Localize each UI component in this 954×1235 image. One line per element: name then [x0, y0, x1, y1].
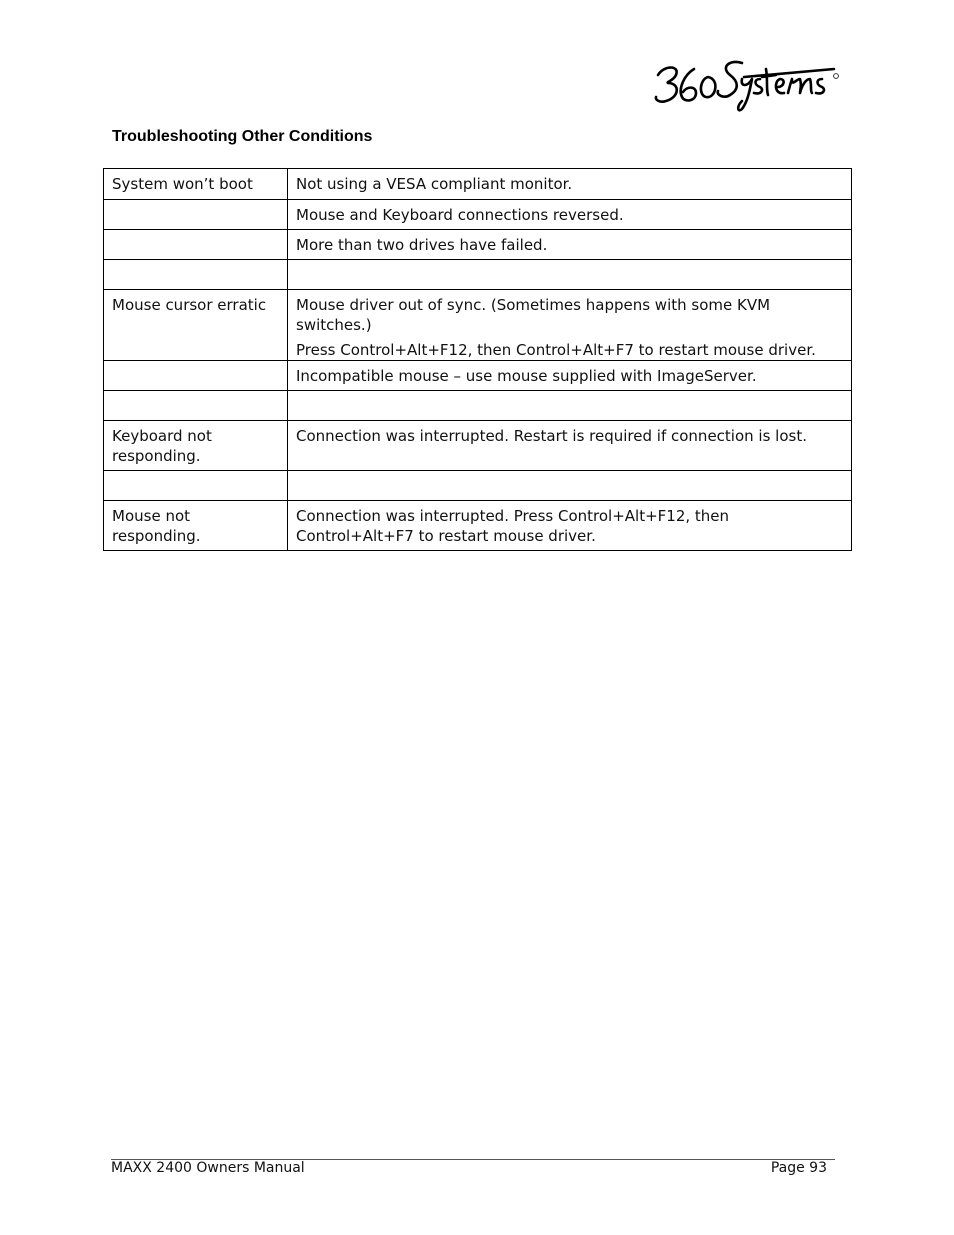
condition-cell: Mouse cursor erratic	[104, 290, 288, 361]
table-row	[104, 471, 852, 501]
condition-cell	[104, 200, 288, 230]
table-row	[104, 421, 852, 471]
cause-cell	[288, 290, 852, 361]
condition-cell	[104, 230, 288, 260]
table-row	[104, 169, 852, 200]
cause-cell	[288, 260, 852, 290]
cause-cell	[288, 391, 852, 421]
table-row	[104, 230, 852, 260]
table-row	[104, 361, 852, 391]
condition-cell: Mouse not responding.	[104, 501, 288, 551]
brand-logo	[650, 55, 842, 113]
cause-cell: Mouse and Keyboard connections reversed.	[288, 200, 852, 230]
condition-cell: System won’t boot	[104, 169, 288, 200]
section-title: Troubleshooting Other Conditions	[112, 128, 373, 145]
condition-cell	[104, 391, 288, 421]
condition-cell	[104, 471, 288, 501]
cause-cell: Connection was interrupted. Press Control+Alt+F12, then Control+Alt+F7 to restart mouse driver.	[288, 501, 852, 551]
cause-cell: More than two drives have failed.	[288, 230, 852, 260]
table-row	[104, 200, 852, 230]
cause-cell: Incompatible mouse – use mouse supplied with ImageServer.	[288, 361, 852, 391]
condition-cell	[104, 361, 288, 391]
cause-cell	[288, 471, 852, 501]
table-row	[104, 501, 852, 551]
troubleshooting-table	[103, 168, 852, 551]
condition-cell: Keyboard not responding.	[104, 421, 288, 471]
table-row	[104, 391, 852, 421]
cause-cell: Connection was interrupted. Restart is required if connection is lost.	[288, 421, 852, 471]
cause-cell: Not using a VESA compliant monitor.	[288, 169, 852, 200]
footer-manual-title: MAXX 2400 Owners Manual	[111, 1160, 305, 1176]
table-row	[104, 290, 852, 361]
table-row	[104, 260, 852, 290]
footer-page-number: Page 93	[770, 1160, 827, 1176]
cause-line: Mouse driver out of sync. (Sometimes happens with some KVM switches.)	[296, 296, 771, 334]
cause-line: Press Control+Alt+F12, then Control+Alt+F7 to restart mouse driver.	[296, 341, 816, 359]
condition-cell	[104, 260, 288, 290]
